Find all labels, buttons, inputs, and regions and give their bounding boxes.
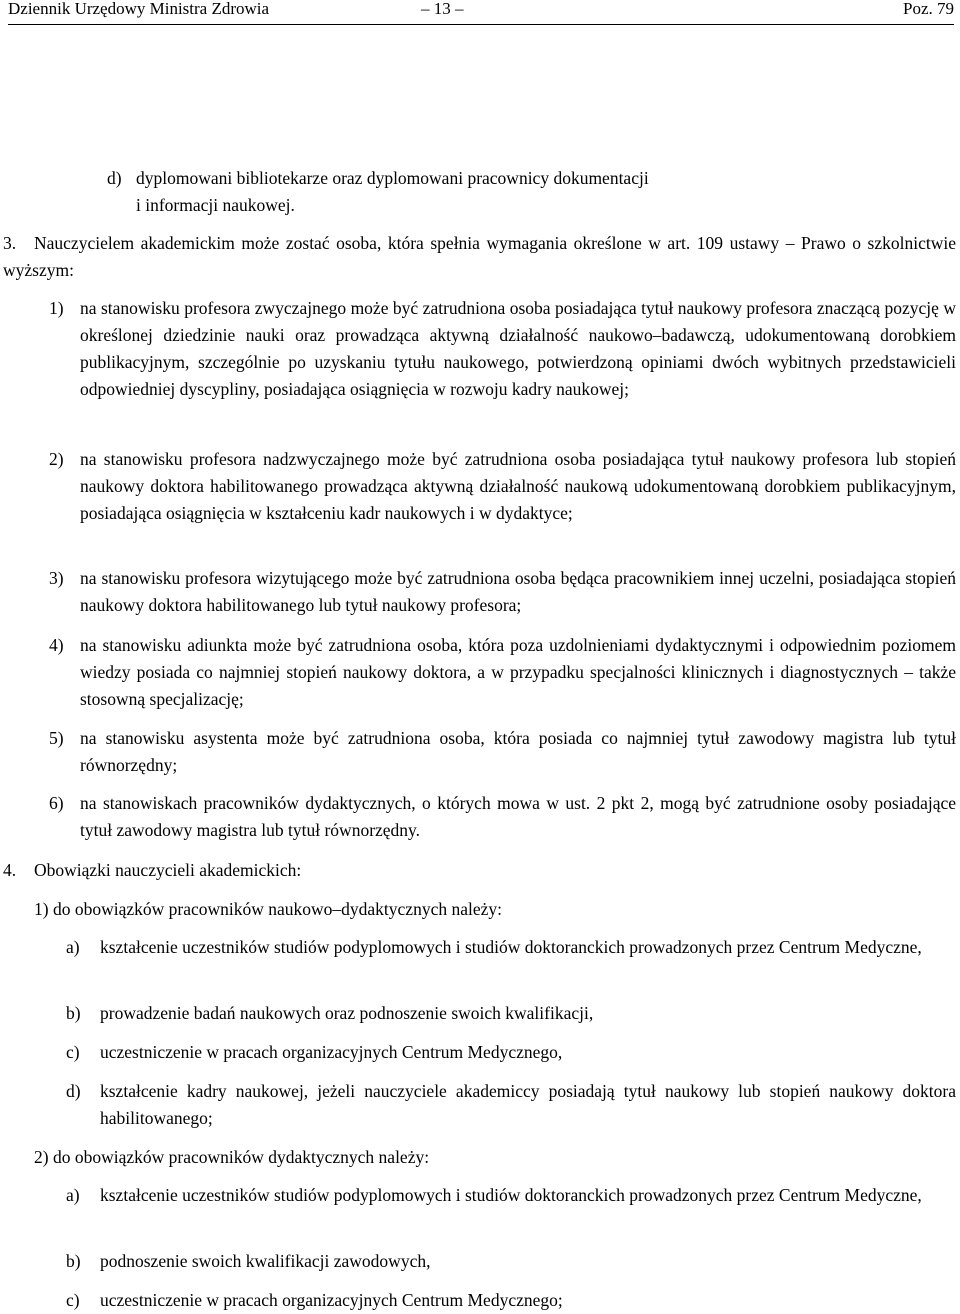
item-text: uczestniczenie w pracach organizacyjnych Centrum Medycznego,: [100, 1042, 563, 1062]
item-number: a): [66, 937, 80, 957]
item-number: d): [107, 168, 122, 188]
item-text: na stanowisku profesora nadzwyczajnego może być zatrudniona osoba posiadająca tytuł naukowy profesora lub stopień naukowy doktora habilitowanego prowadząca aktywną działalność naukową udokumentowaną dorobkiem publikacyjnym, posiadająca osiągnięcia w kształceniu kadr naukowych i w dydaktyce;: [80, 449, 956, 523]
item-number: 1): [49, 298, 64, 318]
page-number: – 13 –: [421, 0, 464, 18]
item-number: c): [66, 1290, 80, 1310]
item-number: 3): [49, 568, 64, 588]
journal-title: Dziennik Urzędowy Ministra Zdrowia: [8, 0, 270, 18]
item-text: na stanowiskach pracowników dydaktycznych, o których mowa w ust. 2 pkt 2, mogą być zatrudnione osoby posiadające tytuł zawodowy magistra lub tytuł równorzędny.: [80, 793, 956, 840]
item-text: kształcenie kadry naukowej, jeżeli nauczyciele akademiccy posiadają tytuł naukowy lub stopień naukowy doktora habilitowanego;: [100, 1081, 956, 1128]
section-number: 3.: [3, 233, 17, 253]
item-text: na stanowisku profesora wizytującego może być zatrudniona osoba będąca pracownikiem innej uczelni, posiadająca stopień naukowy doktora habilitowanego lub tytuł naukowy profesora;: [80, 568, 956, 615]
section-text: Obowiązki nauczycieli akademickich:: [34, 860, 302, 880]
section-text: Nauczycielem akademickim może zostać osoba, która spełnia wymagania określone w art. 109 ustawy – Prawo o szkolnictwie wyższym:: [3, 233, 956, 280]
item-number: a): [66, 1185, 80, 1205]
item-text: kształcenie uczestników studiów podyplomowych i studiów doktoranckich prowadzonych przez Centrum Medyczne,: [100, 937, 922, 957]
position-number: Poz. 79: [903, 0, 954, 18]
item-number: c): [66, 1042, 80, 1062]
item-number: 6): [49, 793, 64, 813]
item-text: podnoszenie swoich kwalifikacji zawodowych,: [100, 1251, 431, 1271]
subsection-text: 2) do obowiązków pracowników dydaktycznych należy:: [34, 1147, 430, 1167]
item-text: na stanowisku adiunkta może być zatrudniona osoba, która poza uzdolnieniami dydaktycznymi i odpowiednim poziomem wiedzy posiada co najmniej stopień naukowy doktora, a w przypadku specjalności klinicznych i diagnostycznych – także stosowną specjalizację;: [80, 635, 956, 709]
item-text-line1: dyplomowani bibliotekarze oraz dyplomowani pracownicy dokumentacji: [136, 168, 649, 188]
page-header: [8, 0, 954, 25]
item-number: b): [66, 1003, 81, 1023]
item-number: b): [66, 1251, 81, 1271]
item-text: na stanowisku profesora zwyczajnego może być zatrudniona osoba posiadająca tytuł naukowy profesora znaczącą pozycję w określonej dziedzinie nauki oraz prowadząca aktywną działalność naukowo–badawczą, udokumentowaną dorobkiem publikacyjnym, szczególnie po uzyskaniu tytułu naukowego, potwierdzoną opiniami dwóch wybitnych przedstawicieli odpowiedniej dyscypliny, posiadająca osiągnięcia w rozwoju kadry naukowej;: [80, 298, 956, 399]
subsection-text: 1) do obowiązków pracowników naukowo–dydaktycznych należy:: [34, 899, 502, 919]
item-text: na stanowisku asystenta może być zatrudniona osoba, która posiada co najmniej tytuł zawodowy magistra lub tytuł równorzędny;: [80, 728, 956, 775]
item-number: 4): [49, 635, 64, 655]
item-number: 5): [49, 728, 64, 748]
item-number: 2): [49, 449, 64, 469]
item-text: prowadzenie badań naukowych oraz podnoszenie swoich kwalifikacji,: [100, 1003, 594, 1023]
section-number: 4.: [3, 860, 17, 880]
item-text-line2: i informacji naukowej.: [136, 195, 295, 215]
item-text: uczestniczenie w pracach organizacyjnych Centrum Medycznego;: [100, 1290, 563, 1310]
item-text: kształcenie uczestników studiów podyplomowych i studiów doktoranckich prowadzonych przez Centrum Medyczne,: [100, 1185, 922, 1205]
item-number: d): [66, 1081, 81, 1101]
